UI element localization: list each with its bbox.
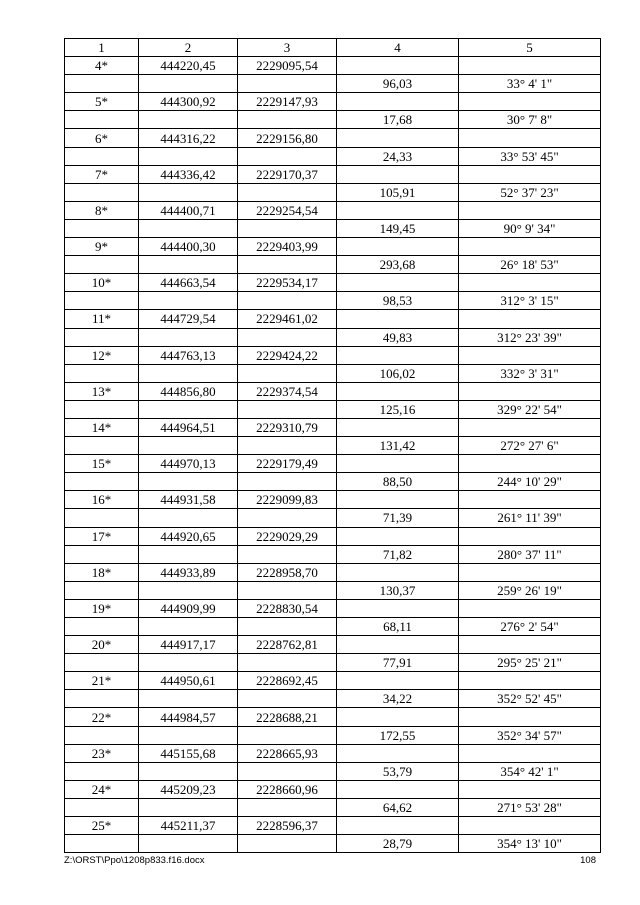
table-row xyxy=(65,328,601,346)
empty-cell xyxy=(238,473,337,491)
table-row xyxy=(65,491,601,509)
y-coordinate-cell: 2229310,79 xyxy=(238,418,337,436)
empty-cell xyxy=(459,310,601,328)
y-coordinate-cell: 2228958,70 xyxy=(238,563,337,581)
empty-cell xyxy=(337,418,459,436)
table-row xyxy=(65,437,601,455)
segment-length-cell: 24,33 xyxy=(337,147,459,165)
y-coordinate-cell: 2228762,81 xyxy=(238,636,337,654)
empty-cell xyxy=(337,165,459,183)
empty-cell xyxy=(337,672,459,690)
table-row xyxy=(65,780,601,798)
segment-length-cell: 28,79 xyxy=(337,835,459,853)
y-coordinate-cell: 2228692,45 xyxy=(238,672,337,690)
direction-angle-cell: 271° 53' 28" xyxy=(459,798,601,816)
empty-cell xyxy=(139,509,238,527)
point-number-cell: 14* xyxy=(65,418,139,436)
column-header: 2 xyxy=(139,39,238,57)
empty-cell xyxy=(459,744,601,762)
empty-cell xyxy=(337,491,459,509)
empty-cell xyxy=(139,364,238,382)
empty-cell xyxy=(337,744,459,762)
table-row xyxy=(65,310,601,328)
direction-angle-cell: 33° 4' 1" xyxy=(459,75,601,93)
empty-cell xyxy=(238,762,337,780)
segment-length-cell: 64,62 xyxy=(337,798,459,816)
table-row xyxy=(65,509,601,527)
empty-cell xyxy=(238,147,337,165)
segment-length-cell: 71,82 xyxy=(337,545,459,563)
empty-cell xyxy=(459,93,601,111)
segment-length-cell: 172,55 xyxy=(337,726,459,744)
x-coordinate-cell: 445209,23 xyxy=(139,780,238,798)
empty-cell xyxy=(337,382,459,400)
x-coordinate-cell: 444336,42 xyxy=(139,165,238,183)
empty-cell xyxy=(65,364,139,382)
empty-cell xyxy=(139,328,238,346)
empty-cell xyxy=(65,437,139,455)
empty-cell xyxy=(139,835,238,853)
y-coordinate-cell: 2229029,29 xyxy=(238,527,337,545)
direction-angle-cell: 354° 42' 1" xyxy=(459,762,601,780)
segment-length-cell: 71,39 xyxy=(337,509,459,527)
empty-cell xyxy=(65,400,139,418)
point-number-cell: 13* xyxy=(65,382,139,400)
empty-cell xyxy=(139,618,238,636)
column-header: 1 xyxy=(65,39,139,57)
direction-angle-cell: 259° 26' 19" xyxy=(459,581,601,599)
empty-cell xyxy=(139,473,238,491)
empty-cell xyxy=(238,111,337,129)
x-coordinate-cell: 444917,17 xyxy=(139,636,238,654)
segment-length-cell: 96,03 xyxy=(337,75,459,93)
table-row xyxy=(65,400,601,418)
table-row xyxy=(65,744,601,762)
x-coordinate-cell: 444920,65 xyxy=(139,527,238,545)
empty-cell xyxy=(139,111,238,129)
segment-length-cell: 77,91 xyxy=(337,654,459,672)
point-number-cell: 10* xyxy=(65,274,139,292)
segment-length-cell: 68,11 xyxy=(337,618,459,636)
segment-length-cell: 17,68 xyxy=(337,111,459,129)
segment-length-cell: 88,50 xyxy=(337,473,459,491)
empty-cell xyxy=(459,129,601,147)
empty-cell xyxy=(139,762,238,780)
y-coordinate-cell: 2228688,21 xyxy=(238,708,337,726)
x-coordinate-cell: 444964,51 xyxy=(139,418,238,436)
direction-angle-cell: 276° 2' 54" xyxy=(459,618,601,636)
x-coordinate-cell: 444400,30 xyxy=(139,238,238,256)
table-row xyxy=(65,618,601,636)
direction-angle-cell: 295° 25' 21" xyxy=(459,654,601,672)
point-number-cell: 22* xyxy=(65,708,139,726)
empty-cell xyxy=(65,75,139,93)
point-number-cell: 7* xyxy=(65,165,139,183)
y-coordinate-cell: 2229179,49 xyxy=(238,455,337,473)
empty-cell xyxy=(139,400,238,418)
direction-angle-cell: 26° 18' 53" xyxy=(459,256,601,274)
segment-length-cell: 125,16 xyxy=(337,400,459,418)
direction-angle-cell: 280° 37' 11" xyxy=(459,545,601,563)
empty-cell xyxy=(459,599,601,617)
direction-angle-cell: 30° 7' 8" xyxy=(459,111,601,129)
x-coordinate-cell: 444663,54 xyxy=(139,274,238,292)
y-coordinate-cell: 2228596,37 xyxy=(238,817,337,835)
empty-cell xyxy=(238,292,337,310)
table-header-row xyxy=(65,39,601,57)
x-coordinate-cell: 444933,89 xyxy=(139,563,238,581)
table-row xyxy=(65,708,601,726)
empty-cell xyxy=(139,437,238,455)
direction-angle-cell: 52° 37' 23" xyxy=(459,183,601,201)
empty-cell xyxy=(238,726,337,744)
x-coordinate-cell: 444909,99 xyxy=(139,599,238,617)
empty-cell xyxy=(238,364,337,382)
x-coordinate-cell: 444400,71 xyxy=(139,201,238,219)
table-row xyxy=(65,75,601,93)
empty-cell xyxy=(238,835,337,853)
table-row xyxy=(65,346,601,364)
table-row xyxy=(65,238,601,256)
empty-cell xyxy=(238,618,337,636)
empty-cell xyxy=(65,798,139,816)
empty-cell xyxy=(337,636,459,654)
empty-cell xyxy=(65,509,139,527)
coordinates-table xyxy=(64,38,601,853)
table-row xyxy=(65,274,601,292)
direction-angle-cell: 244° 10' 29" xyxy=(459,473,601,491)
point-number-cell: 25* xyxy=(65,817,139,835)
point-number-cell: 11* xyxy=(65,310,139,328)
empty-cell xyxy=(459,672,601,690)
point-number-cell: 6* xyxy=(65,129,139,147)
empty-cell xyxy=(337,93,459,111)
empty-cell xyxy=(139,581,238,599)
empty-cell xyxy=(337,455,459,473)
table-row xyxy=(65,455,601,473)
y-coordinate-cell: 2229099,83 xyxy=(238,491,337,509)
empty-cell xyxy=(337,238,459,256)
table-row xyxy=(65,473,601,491)
table-row xyxy=(65,672,601,690)
empty-cell xyxy=(459,165,601,183)
empty-cell xyxy=(238,437,337,455)
empty-cell xyxy=(65,328,139,346)
segment-length-cell: 293,68 xyxy=(337,256,459,274)
table-row xyxy=(65,654,601,672)
table-row xyxy=(65,219,601,237)
empty-cell xyxy=(337,274,459,292)
empty-cell xyxy=(139,256,238,274)
empty-cell xyxy=(337,57,459,75)
empty-cell xyxy=(238,798,337,816)
empty-cell xyxy=(65,219,139,237)
column-header: 3 xyxy=(238,39,337,57)
x-coordinate-cell: 444763,13 xyxy=(139,346,238,364)
point-number-cell: 17* xyxy=(65,527,139,545)
x-coordinate-cell: 444931,58 xyxy=(139,491,238,509)
empty-cell xyxy=(337,527,459,545)
x-coordinate-cell: 445155,68 xyxy=(139,744,238,762)
empty-cell xyxy=(459,708,601,726)
direction-angle-cell: 33° 53' 45" xyxy=(459,147,601,165)
table-row xyxy=(65,364,601,382)
empty-cell xyxy=(337,201,459,219)
direction-angle-cell: 312° 3' 15" xyxy=(459,292,601,310)
empty-cell xyxy=(65,183,139,201)
point-number-cell: 15* xyxy=(65,455,139,473)
column-header: 4 xyxy=(337,39,459,57)
empty-cell xyxy=(459,527,601,545)
table-row xyxy=(65,581,601,599)
x-coordinate-cell: 444300,92 xyxy=(139,93,238,111)
y-coordinate-cell: 2229147,93 xyxy=(238,93,337,111)
x-coordinate-cell: 445211,37 xyxy=(139,817,238,835)
table-row xyxy=(65,292,601,310)
empty-cell xyxy=(459,274,601,292)
table-row xyxy=(65,636,601,654)
y-coordinate-cell: 2228665,93 xyxy=(238,744,337,762)
footer-file-path: Z:\ORST\Ppo\1208p833.f16.docx xyxy=(64,855,205,866)
empty-cell xyxy=(459,563,601,581)
x-coordinate-cell: 444970,13 xyxy=(139,455,238,473)
empty-cell xyxy=(139,219,238,237)
x-coordinate-cell: 444729,54 xyxy=(139,310,238,328)
y-coordinate-cell: 2229095,54 xyxy=(238,57,337,75)
segment-length-cell: 130,37 xyxy=(337,581,459,599)
x-coordinate-cell: 444220,45 xyxy=(139,57,238,75)
table-row xyxy=(65,599,601,617)
point-number-cell: 12* xyxy=(65,346,139,364)
direction-angle-cell: 312° 23' 39" xyxy=(459,328,601,346)
empty-cell xyxy=(337,346,459,364)
empty-cell xyxy=(65,618,139,636)
point-number-cell: 23* xyxy=(65,744,139,762)
segment-length-cell: 98,53 xyxy=(337,292,459,310)
footer-page-number: 108 xyxy=(580,855,596,866)
y-coordinate-cell: 2229461,02 xyxy=(238,310,337,328)
y-coordinate-cell: 2229403,99 xyxy=(238,238,337,256)
column-header: 5 xyxy=(459,39,601,57)
table-row xyxy=(65,798,601,816)
direction-angle-cell: 329° 22' 54" xyxy=(459,400,601,418)
segment-length-cell: 53,79 xyxy=(337,762,459,780)
empty-cell xyxy=(65,545,139,563)
empty-cell xyxy=(238,654,337,672)
table-row xyxy=(65,563,601,581)
empty-cell xyxy=(459,455,601,473)
x-coordinate-cell: 444984,57 xyxy=(139,708,238,726)
segment-length-cell: 131,42 xyxy=(337,437,459,455)
table-row xyxy=(65,762,601,780)
table-row xyxy=(65,165,601,183)
empty-cell xyxy=(65,111,139,129)
empty-cell xyxy=(459,817,601,835)
empty-cell xyxy=(65,726,139,744)
empty-cell xyxy=(337,129,459,147)
table-row xyxy=(65,93,601,111)
y-coordinate-cell: 2228660,96 xyxy=(238,780,337,798)
point-number-cell: 21* xyxy=(65,672,139,690)
direction-angle-cell: 90° 9' 34" xyxy=(459,219,601,237)
table-row xyxy=(65,527,601,545)
empty-cell xyxy=(337,708,459,726)
empty-cell xyxy=(139,292,238,310)
empty-cell xyxy=(238,75,337,93)
segment-length-cell: 105,91 xyxy=(337,183,459,201)
empty-cell xyxy=(337,780,459,798)
empty-cell xyxy=(459,636,601,654)
empty-cell xyxy=(65,256,139,274)
table-row xyxy=(65,835,601,853)
segment-length-cell: 149,45 xyxy=(337,219,459,237)
empty-cell xyxy=(139,726,238,744)
point-number-cell: 8* xyxy=(65,201,139,219)
table-row xyxy=(65,129,601,147)
segment-length-cell: 34,22 xyxy=(337,690,459,708)
empty-cell xyxy=(238,256,337,274)
direction-angle-cell: 352° 34' 57" xyxy=(459,726,601,744)
table-row xyxy=(65,147,601,165)
empty-cell xyxy=(238,400,337,418)
empty-cell xyxy=(139,545,238,563)
table-row xyxy=(65,726,601,744)
empty-cell xyxy=(139,690,238,708)
empty-cell xyxy=(139,147,238,165)
direction-angle-cell: 354° 13' 10" xyxy=(459,835,601,853)
table-row xyxy=(65,111,601,129)
y-coordinate-cell: 2229374,54 xyxy=(238,382,337,400)
direction-angle-cell: 352° 52' 45" xyxy=(459,690,601,708)
empty-cell xyxy=(238,545,337,563)
table-row xyxy=(65,201,601,219)
x-coordinate-cell: 444950,61 xyxy=(139,672,238,690)
y-coordinate-cell: 2228830,54 xyxy=(238,599,337,617)
empty-cell xyxy=(65,581,139,599)
empty-cell xyxy=(139,798,238,816)
empty-cell xyxy=(337,310,459,328)
y-coordinate-cell: 2229170,37 xyxy=(238,165,337,183)
point-number-cell: 24* xyxy=(65,780,139,798)
empty-cell xyxy=(459,238,601,256)
empty-cell xyxy=(65,835,139,853)
empty-cell xyxy=(65,473,139,491)
table-body xyxy=(65,57,601,853)
point-number-cell: 18* xyxy=(65,563,139,581)
empty-cell xyxy=(238,183,337,201)
empty-cell xyxy=(139,183,238,201)
x-coordinate-cell: 444856,80 xyxy=(139,382,238,400)
empty-cell xyxy=(238,581,337,599)
table-row xyxy=(65,418,601,436)
empty-cell xyxy=(337,599,459,617)
table-row xyxy=(65,183,601,201)
empty-cell xyxy=(238,328,337,346)
point-number-cell: 4* xyxy=(65,57,139,75)
table-row xyxy=(65,57,601,75)
point-number-cell: 5* xyxy=(65,93,139,111)
table-row xyxy=(65,382,601,400)
empty-cell xyxy=(459,201,601,219)
empty-cell xyxy=(65,292,139,310)
empty-cell xyxy=(65,654,139,672)
direction-angle-cell: 272° 27' 6" xyxy=(459,437,601,455)
empty-cell xyxy=(65,690,139,708)
empty-cell xyxy=(459,346,601,364)
empty-cell xyxy=(459,382,601,400)
empty-cell xyxy=(337,817,459,835)
segment-length-cell: 49,83 xyxy=(337,328,459,346)
empty-cell xyxy=(238,509,337,527)
empty-cell xyxy=(459,418,601,436)
point-number-cell: 19* xyxy=(65,599,139,617)
point-number-cell: 9* xyxy=(65,238,139,256)
empty-cell xyxy=(65,147,139,165)
y-coordinate-cell: 2229254,54 xyxy=(238,201,337,219)
segment-length-cell: 106,02 xyxy=(337,364,459,382)
empty-cell xyxy=(238,219,337,237)
y-coordinate-cell: 2229156,80 xyxy=(238,129,337,147)
table-row xyxy=(65,545,601,563)
y-coordinate-cell: 2229424,22 xyxy=(238,346,337,364)
table-row xyxy=(65,690,601,708)
table-row xyxy=(65,256,601,274)
empty-cell xyxy=(139,654,238,672)
empty-cell xyxy=(459,780,601,798)
empty-cell xyxy=(65,762,139,780)
empty-cell xyxy=(459,57,601,75)
point-number-cell: 16* xyxy=(65,491,139,509)
direction-angle-cell: 261° 11' 39" xyxy=(459,509,601,527)
empty-cell xyxy=(459,491,601,509)
y-coordinate-cell: 2229534,17 xyxy=(238,274,337,292)
x-coordinate-cell: 444316,22 xyxy=(139,129,238,147)
point-number-cell: 20* xyxy=(65,636,139,654)
empty-cell xyxy=(238,690,337,708)
empty-cell xyxy=(139,75,238,93)
empty-cell xyxy=(337,563,459,581)
table-row xyxy=(65,817,601,835)
direction-angle-cell: 332° 3' 31" xyxy=(459,364,601,382)
